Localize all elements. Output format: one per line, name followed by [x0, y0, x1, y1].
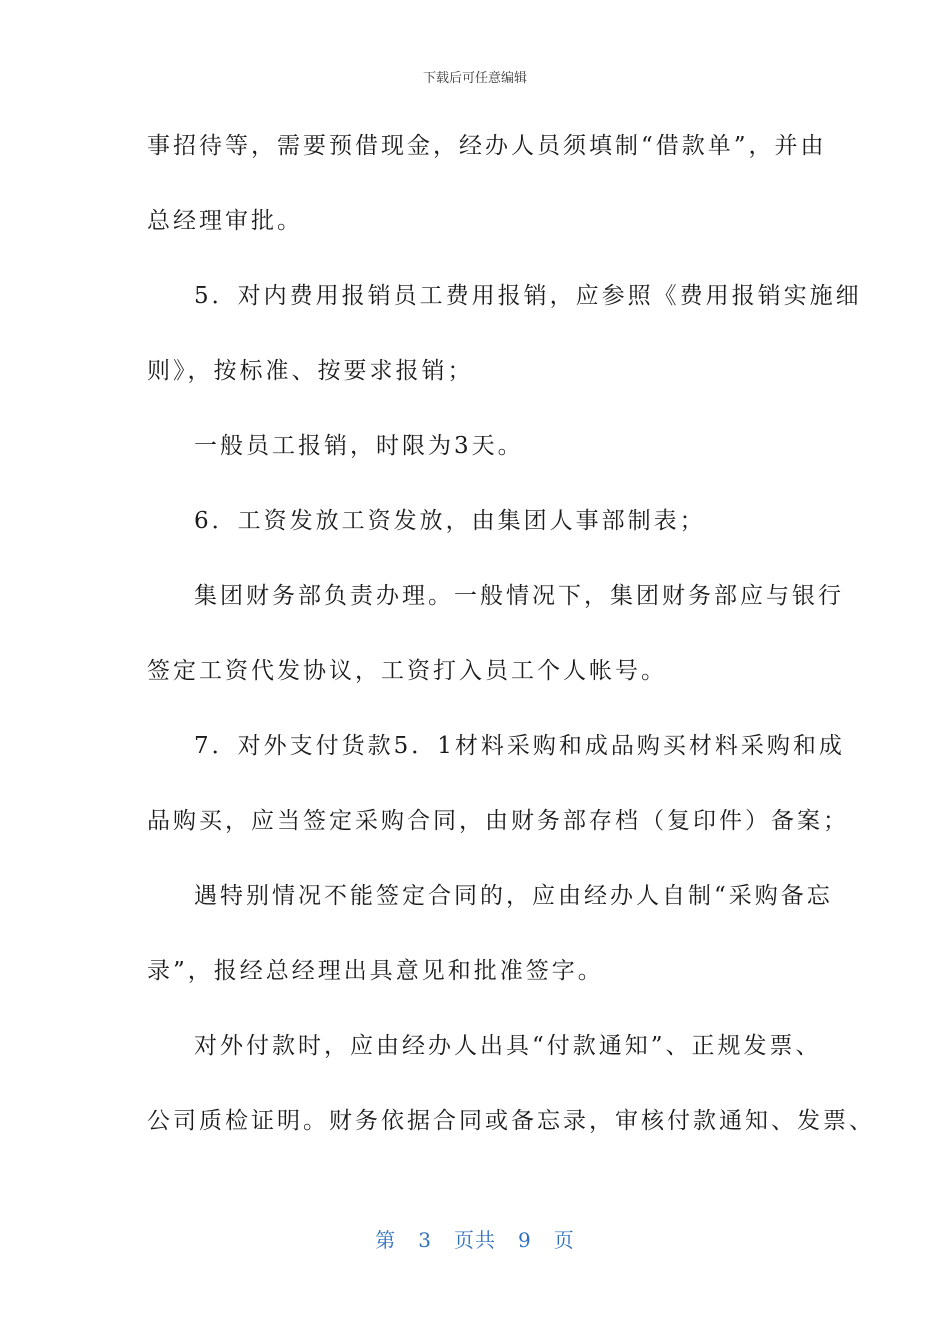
- paragraph-line: 录”，报经总经理出具意见和批准签字。: [147, 958, 604, 984]
- paragraph-line: 遇特别情况不能签定合同的，应由经办人自制“采购备忘: [194, 883, 833, 909]
- header-note: 下载后可任意编辑: [422, 71, 527, 86]
- footer-total-pages: 9: [518, 1228, 532, 1252]
- body-text: [147, 120, 875, 1170]
- paragraph-line: 对外付款时，应由经办人出具“付款通知”、正规发票、: [194, 1033, 822, 1059]
- paragraph-line: 6．工资发放工资发放，由集团人事部制表；: [194, 508, 706, 534]
- paragraph-line: 签定工资代发协议，工资打入员工个人帐号。: [147, 658, 667, 684]
- paragraph-line: 一般员工报销，时限为3天。: [194, 433, 524, 459]
- footer-suffix: 页: [553, 1228, 575, 1252]
- footer-middle: 页共: [454, 1228, 496, 1252]
- paragraph-line: 5．对内费用报销员工费用报销，应参照《费用报销实施细: [194, 283, 862, 309]
- page-footer: [0, 1224, 950, 1253]
- footer-prefix: 第: [375, 1228, 397, 1252]
- paragraph-line: 集团财务部负责办理。一般情况下，集团财务部应与银行: [194, 583, 844, 609]
- paragraph-line: 品购买，应当签定采购合同，由财务部存档（复印件）备案；: [147, 808, 849, 834]
- paragraph-line: 7．对外支付货款5．1材料采购和成品购买材料采购和成: [194, 733, 845, 759]
- paragraph-line: 则》，按标准、按要求报销；: [147, 358, 474, 384]
- paragraph-line: 事招待等，需要预借现金，经办人员须填制“借款单”，并由: [147, 133, 827, 159]
- footer-current-page: 3: [418, 1228, 432, 1252]
- paragraph-line: 公司质检证明。财务依据合同或备忘录，审核付款通知、发票、: [147, 1108, 875, 1134]
- paragraph-line: 总经理审批。: [147, 208, 303, 234]
